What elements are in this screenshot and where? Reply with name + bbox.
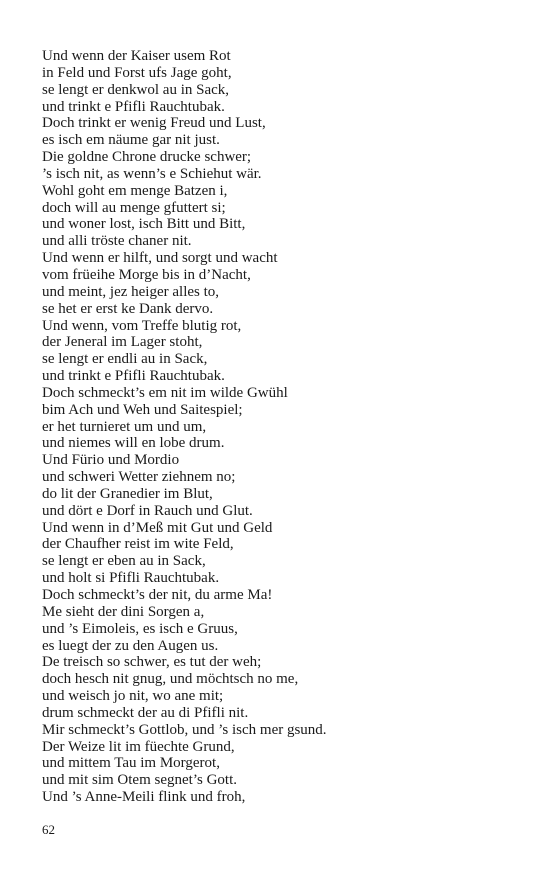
poem-line: und schweri Wetter ziehnem no; xyxy=(42,469,236,486)
poem-line: se lengt er endli au in Sack, xyxy=(42,351,208,368)
poem-line: und weisch jo nit, wo ane mit; xyxy=(42,688,224,705)
poem-line: Und wenn in d’Meß mit Gut und Geld xyxy=(42,519,273,536)
poem-line: se lengt er denkwol au in Sack, xyxy=(42,81,230,98)
poem-line: und alli tröste chaner nit. xyxy=(42,233,192,250)
poem-line: und meint, jez heiger alles to, xyxy=(42,283,220,300)
poem-line: und mittem Tau im Morgerot, xyxy=(42,755,220,772)
poem-line: doch will au menge gfuttert si; xyxy=(42,199,226,216)
poem-line: er het turnieret um und um, xyxy=(42,418,207,435)
poem-line: Der Weize lit im füechte Grund, xyxy=(42,738,235,755)
poem-line: Und Fürio und Mordio xyxy=(42,452,180,469)
poem-line: Und ’s Anne-Meili flink und froh, xyxy=(42,789,246,806)
poem-line: bim Ach und Weh und Saitespiel; xyxy=(42,401,243,418)
poem-line: De treisch so schwer, es tut der weh; xyxy=(42,654,262,671)
poem-text xyxy=(42,48,522,806)
poem-line: und mit sim Otem segnet’s Gott. xyxy=(42,772,237,789)
poem-line: Doch schmeckt’s em nit im wilde Gwühl xyxy=(42,384,288,401)
poem-line: und trinkt e Pfifli Rauchtubak. xyxy=(42,368,225,385)
poem-line: und ’s Eimoleis, es isch e Gruus, xyxy=(42,620,238,637)
page-number: 62 xyxy=(42,822,55,837)
poem-line: Und wenn er hilft, und sorgt und wacht xyxy=(42,250,278,267)
poem-line: Und wenn der Kaiser usem Rot xyxy=(42,48,231,64)
poem-line: Mir schmeckt’s Gottlob, und ’s isch mer gsund. xyxy=(42,721,327,738)
poem-line: es luegt der zu den Augen us. xyxy=(42,637,219,654)
poem-line: und trinkt e Pfifli Rauchtubak. xyxy=(42,98,225,115)
poem-line: und woner lost, isch Bitt und Bitt, xyxy=(42,216,246,233)
poem-line: se het er erst ke Dank dervo. xyxy=(42,300,214,317)
poem-line: Me sieht der dini Sorgen a, xyxy=(42,603,205,620)
poem-line: vom früeihe Morge bis in d’Nacht, xyxy=(42,266,251,283)
poem-line: der Chaufher reist im wite Feld, xyxy=(42,536,234,553)
poem-line: Und wenn, vom Treffe blutig rot, xyxy=(42,317,242,334)
poem-line: und dört e Dorf in Rauch und Glut. xyxy=(42,502,253,519)
poem-line: Die goldne Chrone drucke schwer; xyxy=(42,149,252,166)
poem-line: Wohl goht em menge Batzen i, xyxy=(42,182,228,199)
poem-line: doch hesch nit gnug, und möchtsch no me, xyxy=(42,671,299,688)
poem-line: do lit der Granedier im Blut, xyxy=(42,485,213,502)
poem-line: se lengt er eben au in Sack, xyxy=(42,553,206,570)
poem-line: und niemes will en lobe drum. xyxy=(42,435,225,452)
poem-line: drum schmeckt der au di Pfifli nit. xyxy=(42,704,249,721)
poem-line: der Jeneral im Lager stoht, xyxy=(42,334,203,351)
poem-line: und holt si Pfifli Rauchtubak. xyxy=(42,570,220,587)
poem-line: in Feld und Forst ufs Jage goht, xyxy=(42,64,232,81)
poem-line: es isch em näume gar nit just. xyxy=(42,132,220,149)
poem-line: ’s isch nit, as wenn’s e Schiehut wär. xyxy=(42,165,262,182)
poem-line: Doch trinkt er wenig Freud und Lust, xyxy=(42,115,266,132)
poem-line: Doch schmeckt’s der nit, du arme Ma! xyxy=(42,587,273,603)
